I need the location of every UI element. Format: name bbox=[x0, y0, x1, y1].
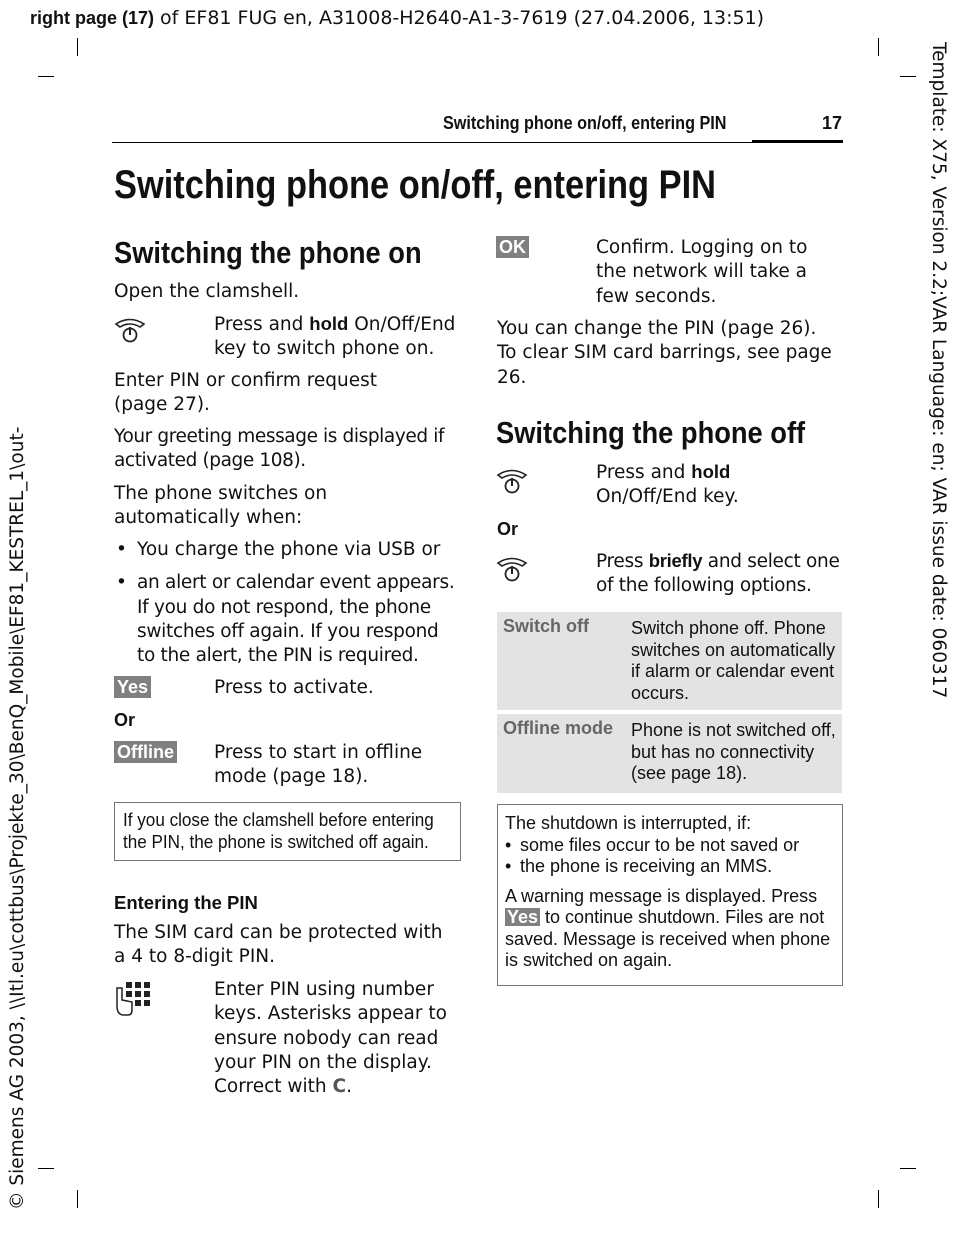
off-briefly-instruction bbox=[596, 549, 841, 599]
greeting-text: Your greeting message is displayed if activated (page 108). bbox=[114, 426, 445, 472]
list-item: • some files occur to be not saved or bbox=[505, 835, 835, 857]
text: On/Off/End key. bbox=[596, 486, 739, 508]
running-head-title: Switching phone on/off, entering PIN bbox=[443, 113, 727, 133]
offline-softkey-label: Offline bbox=[114, 741, 177, 763]
crop-mark bbox=[38, 76, 54, 77]
enter-pin-text: Enter PIN or confirm request (page 27). bbox=[114, 370, 378, 416]
page-title: Switching phone on/off, entering PIN bbox=[114, 163, 716, 207]
crop-mark bbox=[900, 1168, 916, 1169]
option-key: Offline mode bbox=[503, 718, 614, 738]
end-call-key-icon bbox=[496, 466, 528, 496]
subheading-entering-pin: Entering the PIN bbox=[114, 892, 258, 913]
open-clamshell-text: Open the clamshell. bbox=[114, 281, 300, 302]
copyright-side-text: © Siemens AG 2003, \\Itl.eu\cottbus\Projekte_30\BenQ_Mobile\EF81_KESTREL_1\out- bbox=[7, 426, 28, 1210]
press-hold-instruction bbox=[214, 312, 464, 362]
clamshell-note-text: If you close the clamshell before entering the PIN, the phone is switched off again. bbox=[123, 810, 434, 852]
enter-pin-instruction bbox=[214, 978, 454, 1099]
c-key: C bbox=[332, 1076, 347, 1098]
shutdown-note-list bbox=[505, 835, 835, 878]
list-item: • an alert or calendar event appears. If you do not respond, the phone switches off again. If you respond to the alert, the PIN is required. bbox=[114, 571, 459, 668]
crop-mark bbox=[878, 1190, 879, 1208]
yes-text: Press to activate. bbox=[214, 677, 374, 698]
text: to continue shutdown. Files are not saved. Message is received when phone is switched on again. bbox=[505, 907, 831, 970]
running-head-thick-rule bbox=[752, 140, 843, 143]
text: and select one of the following options. bbox=[596, 551, 840, 597]
option-desc: Phone is not switched off, but has no connectivity (see page 18). bbox=[631, 720, 836, 783]
yes-softkey-inline: Yes bbox=[507, 907, 539, 927]
text: On/Off/End key to switch phone on. bbox=[214, 314, 456, 360]
print-meta-text: of EF81 FUG en, A31008-H2640-A1-3-7619 (27.04.2006, 13:51) bbox=[154, 7, 765, 29]
crop-mark bbox=[878, 38, 879, 56]
print-meta-bold: right page (17) bbox=[30, 8, 155, 28]
off-hold-instruction bbox=[596, 460, 826, 510]
list-item: • the phone is receiving an MMS. bbox=[505, 856, 835, 878]
text: Press and bbox=[596, 462, 692, 483]
emphasis: hold bbox=[309, 313, 349, 334]
emphasis: hold bbox=[691, 461, 731, 482]
option-row-offline-mode[interactable] bbox=[497, 714, 842, 793]
clamshell-note bbox=[114, 802, 461, 861]
switch-on-conditions bbox=[114, 538, 459, 668]
print-meta-line bbox=[30, 6, 764, 30]
option-row-switch-off[interactable] bbox=[497, 612, 842, 710]
text: Press and bbox=[214, 314, 310, 335]
crop-mark bbox=[77, 1190, 78, 1208]
heading-switch-off: Switching the phone off bbox=[496, 415, 806, 450]
end-call-key-icon bbox=[114, 315, 146, 345]
list-item: • You charge the phone via USB or bbox=[114, 538, 459, 562]
sim-text: The SIM card can be protected with a 4 to 8-digit PIN. bbox=[114, 922, 443, 968]
text: . bbox=[346, 1076, 353, 1098]
ok-softkey-label: OK bbox=[496, 236, 529, 258]
crop-mark bbox=[900, 76, 916, 77]
emphasis: briefly bbox=[648, 550, 703, 571]
option-desc: Switch phone off. Phone switches on automatically if alarm or calendar event occurs. bbox=[631, 618, 836, 703]
text: Enter PIN using number keys. Asterisks appear to ensure nobody can read your PIN on the display. Correct with bbox=[214, 979, 447, 1098]
or-label: Or bbox=[114, 710, 136, 730]
ok-softkey[interactable] bbox=[496, 236, 529, 258]
offline-text: Press to start in offline mode (page 18). bbox=[214, 742, 423, 788]
ok-text: Confirm. Logging on to the network will take a few seconds. bbox=[596, 237, 808, 307]
yes-softkey-label: Yes bbox=[114, 676, 151, 698]
shutdown-note-intro: The shutdown is interrupted, if: bbox=[505, 813, 752, 833]
running-head-rule bbox=[112, 142, 843, 143]
template-side-text: Template: X75, Version 2.2;VAR Language: en; VAR issue date: 060317 bbox=[928, 42, 949, 699]
page-number: 17 bbox=[822, 113, 843, 133]
offline-softkey[interactable] bbox=[114, 741, 177, 763]
text: A warning message is displayed. Press bbox=[505, 885, 818, 906]
heading-switch-on: Switching the phone on bbox=[114, 235, 422, 270]
keypad-icon bbox=[114, 980, 152, 1018]
shutdown-warning bbox=[505, 886, 835, 972]
yes-softkey[interactable] bbox=[114, 676, 151, 698]
switches-on-intro: The phone switches on automatically when: bbox=[114, 483, 328, 529]
text: Press bbox=[596, 551, 649, 572]
crop-mark bbox=[38, 1168, 54, 1169]
change-pin-text: You can change the PIN (page 26). To clear SIM card barrings, see page 26. bbox=[497, 318, 832, 388]
crop-mark bbox=[77, 38, 78, 56]
option-key: Switch off bbox=[503, 616, 589, 636]
shutdown-note bbox=[497, 804, 843, 986]
or-label: Or bbox=[497, 519, 519, 539]
end-call-key-icon bbox=[496, 554, 528, 584]
